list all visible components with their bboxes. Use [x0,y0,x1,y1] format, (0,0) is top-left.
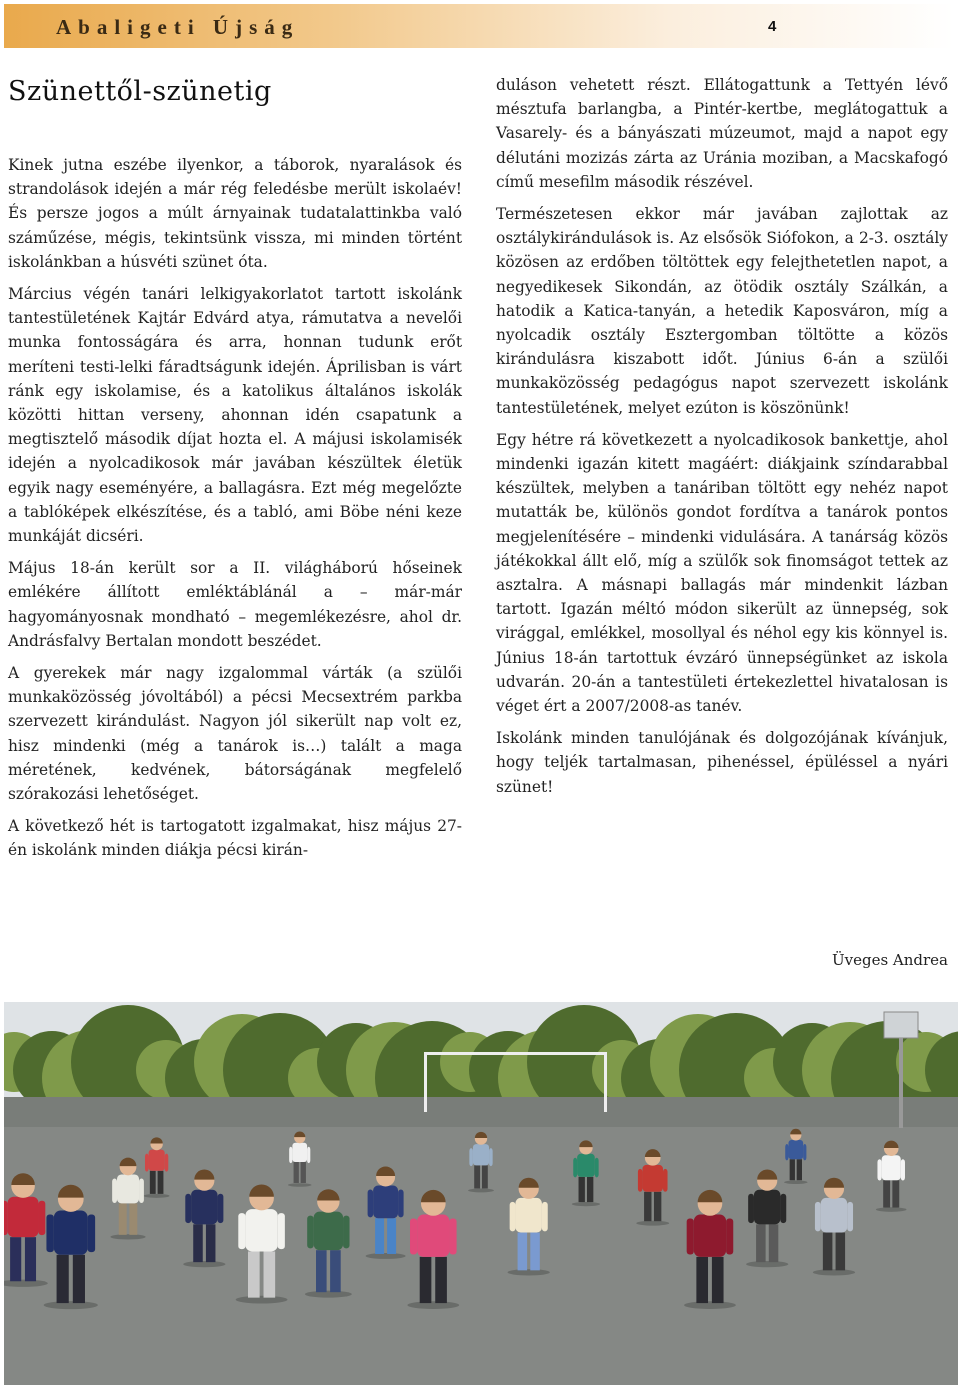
photo-person-arm [785,1144,788,1160]
photo-person-leg [756,1224,766,1262]
photo-person-leg [518,1233,528,1271]
photo-person-arm [815,1202,821,1231]
photo-person-leg [883,1180,890,1207]
photo-person-shadow [288,1183,312,1187]
photo-person-body [292,1143,307,1162]
photo-person-body [117,1174,139,1203]
photo-person-leg [206,1224,216,1262]
photo-person-shadow [236,1296,288,1304]
photo-person-arm [410,1219,417,1255]
photo-person-shadow [746,1261,788,1267]
photo-person-body [754,1190,780,1225]
photo-person-leg [644,1192,651,1221]
newspaper-title: Abaligeti Újság [56,15,300,39]
photo-person-arm [877,1159,881,1180]
photo-person-body [373,1186,398,1219]
photo-person-leg [387,1218,396,1254]
photo-person-arm [663,1169,668,1192]
schoolyard-photo-illustration [4,1002,958,1385]
photo-person-leg [193,1224,203,1262]
photo-person-arm [165,1154,169,1172]
photo-person-arm [88,1215,95,1253]
photo-person-leg [119,1203,127,1235]
photo-person-shadow [784,1181,808,1185]
photo-person-arm [542,1202,548,1231]
paragraph: duláson vehetett részt. Ellátogattunk a Tettyén lévő mésztufa barlangba, a Pintér-kertbe, meglátogattuk a Vasarely- és a bányászati múzeumot, majd a napot egy délutáni mozizás zárta az Uránia moziban, a Macskafogó című mesefilm második részével. [496,76,948,191]
photo-person-body [417,1215,449,1257]
photo-person-arm [847,1202,853,1231]
photo-person-body [314,1212,343,1251]
photo-person-leg [654,1192,661,1221]
photo-person-arm [139,1178,144,1203]
photo-person-leg [25,1237,36,1281]
photo-person-leg [316,1250,327,1292]
paragraph: A gyerekek már nagy izgalommal várták (a szülői munkaközösség jóvoltából) a pécsi Mecsextrém parkba szervezett kirándulást. Nagyon jól sikerült nap volt ez, hisz mindenki (még a tanárok is…) talált a maga méretének, kedvének, bátorságának megfelelő szórakozási lehetőséget. [8,664,462,804]
photo-person-arm [218,1194,224,1223]
photo-person-arm [185,1194,191,1223]
photo-person-arm [489,1148,493,1166]
photo-person-arm [4,1201,8,1235]
photo-person-leg [579,1177,585,1202]
photo-person-arm [398,1190,403,1218]
photo-person-leg [57,1255,69,1303]
page-header [4,4,954,48]
paragraph: Május 18-án került sor a II. világháború hőseinek emlékére állított emléktáblánál a – már-már hagyományosnak mondható – megemlékezésre, ahol dr. Andrásfalvy Bertalan mondott beszédet. [8,559,462,650]
photo-person-leg [264,1251,276,1297]
photo-person-leg [797,1159,802,1180]
photo-person-body [788,1140,803,1159]
photo-person-arm [469,1148,473,1166]
photo-person-leg [790,1159,795,1180]
photo-person-shadow [366,1253,406,1259]
photo-person-body [694,1215,726,1257]
photo-goal-post [424,1052,427,1112]
photo-person-body [821,1198,847,1233]
article-column-left [8,153,462,871]
paragraph: Iskolánk minden tanulójának és dolgozójának kívánjuk, hogy teljék tartalmasan, pihenéssel, épüléssel a nyári szünet! [496,729,948,796]
photo-person-leg [696,1257,708,1303]
photo-person-shadow [876,1207,907,1212]
photo-person-arm [39,1201,46,1235]
photo-person-leg [330,1250,341,1292]
photo-person-shadow [468,1189,494,1193]
photo-person-shadow [44,1301,98,1309]
photo-person-body [245,1209,277,1251]
photo-person-shadow [144,1194,170,1198]
photo-goal-post [604,1052,607,1112]
photo-person-arm [289,1147,292,1163]
photo-goal-bar [424,1052,607,1055]
page-number: 4 [768,18,777,35]
photo-person-arm [145,1154,149,1172]
photo-person-leg [482,1165,488,1188]
photo-person-arm [803,1144,806,1160]
photo-person-arm [687,1219,694,1255]
photo-person-leg [435,1257,447,1303]
photo-person-leg [474,1165,480,1188]
photo-person-shadow [305,1291,352,1298]
photo-basketball-pole [899,1038,903,1128]
photo-person-leg [301,1162,306,1183]
photo-person-leg [420,1257,432,1303]
photo-person-arm [726,1219,733,1255]
photo-asphalt-shadow [4,1097,958,1127]
photo-person-leg [530,1233,540,1271]
photo-person-leg [294,1162,299,1183]
photo-person-arm [449,1219,456,1255]
paragraph: Március végén tanári lelkigyakorlatot tartott iskolánk tantestületének Kajtár Edvárd atya, rámutatva a nevelői munka fontosságára és arra, honnan tudunk erőt meríteni testi-lelki fáradtságunk idején. Áprilisban is várt ránk egy iskolamise, és a katolikus általános iskolák közötti hittan verseny, ahonnan idén csapatunk a megtisztelő második díjat hozta el. A májusi iskolamisék idején a nyolcadikosok már javában készültek életük egyik nagy eseményére, a ballagásra. Ezt még megelőzte a tablóképek elkészítése, és a tabló, ami Böbe néni keze munkáját dicséri. [8,285,462,546]
photo-person-shadow [110,1234,145,1239]
photo-person-shadow [183,1261,225,1267]
photo-person-arm [595,1158,599,1178]
photo-person-arm [238,1213,245,1249]
photo-person-leg [836,1233,846,1271]
photo-person-arm [901,1159,905,1180]
photo-person-body [882,1155,901,1180]
photo-person-arm [307,1216,313,1249]
photo-person-arm [748,1194,754,1223]
photo-person-body [515,1198,541,1233]
photo-person-leg [892,1180,899,1207]
photo-person-body [149,1150,165,1171]
photo-person-body [577,1154,595,1177]
author-signature: Üveges Andrea [831,951,948,969]
photo-person-leg [823,1233,833,1271]
photo-person-arm [780,1194,786,1223]
paragraph: Kinek jutna eszébe ilyenkor, a táborok, nyaralások és strandolások idején a már rég feledésbe merült iskolaév! És persze jogos a múlt árnyainak tudatalattinkba való száműzése, mégis, tekintsünk vissza, mi minden történt iskolánkban a húsvéti szünet óta. [8,156,462,271]
paragraph: Természetesen ekkor már javában zajlottak az osztálykirándulások is. Az elsősök Siófokon, a 2-3. osztály közösen az erdőben töltöttek egy felejthetetlen napot, a negyedikesek Sikondán, az ötödik osztály Szálkán, a hatodik a Katica-tanyán, a hetedik Kaposváron, míg a nyolcadik osztály Esztergomban töltötte a közös kirándulásra kiszabott időt. Június 6-án a szülői munkaközösség pedagógus napot szervezett iskolánk tantestületének, melyet ezúton is köszönünk! [496,205,948,417]
photo-person-leg [587,1177,593,1202]
photo-person-shadow [508,1269,550,1275]
photo-person-arm [510,1202,516,1231]
schoolyard-photo [4,1002,958,1385]
photo-person-arm [112,1178,117,1203]
photo-basketball-board [884,1012,918,1038]
photo-person-leg [73,1255,85,1303]
photo-person-arm [307,1147,310,1163]
photo-person-body [473,1144,489,1165]
photo-person-shadow [813,1269,855,1275]
photo-person-body [191,1190,217,1225]
photo-person-leg [150,1171,156,1194]
paragraph: A következő hét is tartogatott izgalmakat, hisz május 27-én iskolánk minden diákja pécsi kirán- [8,817,462,860]
photo-person-arm [368,1190,373,1218]
photo-person-leg [248,1251,260,1297]
photo-person-leg [769,1224,779,1262]
photo-person-leg [375,1218,384,1254]
photo-person-arm [278,1213,285,1249]
article-column-right [496,73,948,807]
photo-person-shadow [572,1202,600,1206]
photo-person-arm [638,1169,643,1192]
photo-person-leg [158,1171,164,1194]
photo-person-shadow [684,1301,736,1309]
photo-person-arm [46,1215,53,1253]
photo-person-leg [712,1257,724,1303]
paragraph: Egy hétre rá következett a nyolcadikosok bankettje, ahol mindenki igazán kitett magáért: diákjaink színdarabbal készültek, melyben a tanáriban töltött egy nehéz napot mutatták be, különös gondot fordítva a tanárok pontos megjelenítésére – mindenki vidulására. A tanárság közös játékokkal állt elő, míg a szülők sok finomságot tettek az asztalra. A másnapi ballagás már mindenkit lázban tartott. Igazán méltó módon sikerült az ünnepség, sok virággal, emlékkel, mosollyal és néhol egy kis könnyel is. Június 18-án tartottuk évzáró ünnepségünket az iskola udvarán. 20-án a tantestületi értekezlettel hivatalosan is véget ért a 2007/2008-as tanév. [496,430,948,716]
photo-person-arm [573,1158,577,1178]
article-title: Szünettől-szünetig [8,76,272,107]
photo-person-body [642,1165,663,1192]
photo-person-arm [343,1216,349,1249]
photo-person-leg [10,1237,21,1281]
photo-person-body [8,1197,39,1237]
photo-person-body [54,1211,88,1255]
photo-person-shadow [407,1301,459,1309]
photo-person-leg [129,1203,137,1235]
photo-person-shadow [636,1221,669,1226]
